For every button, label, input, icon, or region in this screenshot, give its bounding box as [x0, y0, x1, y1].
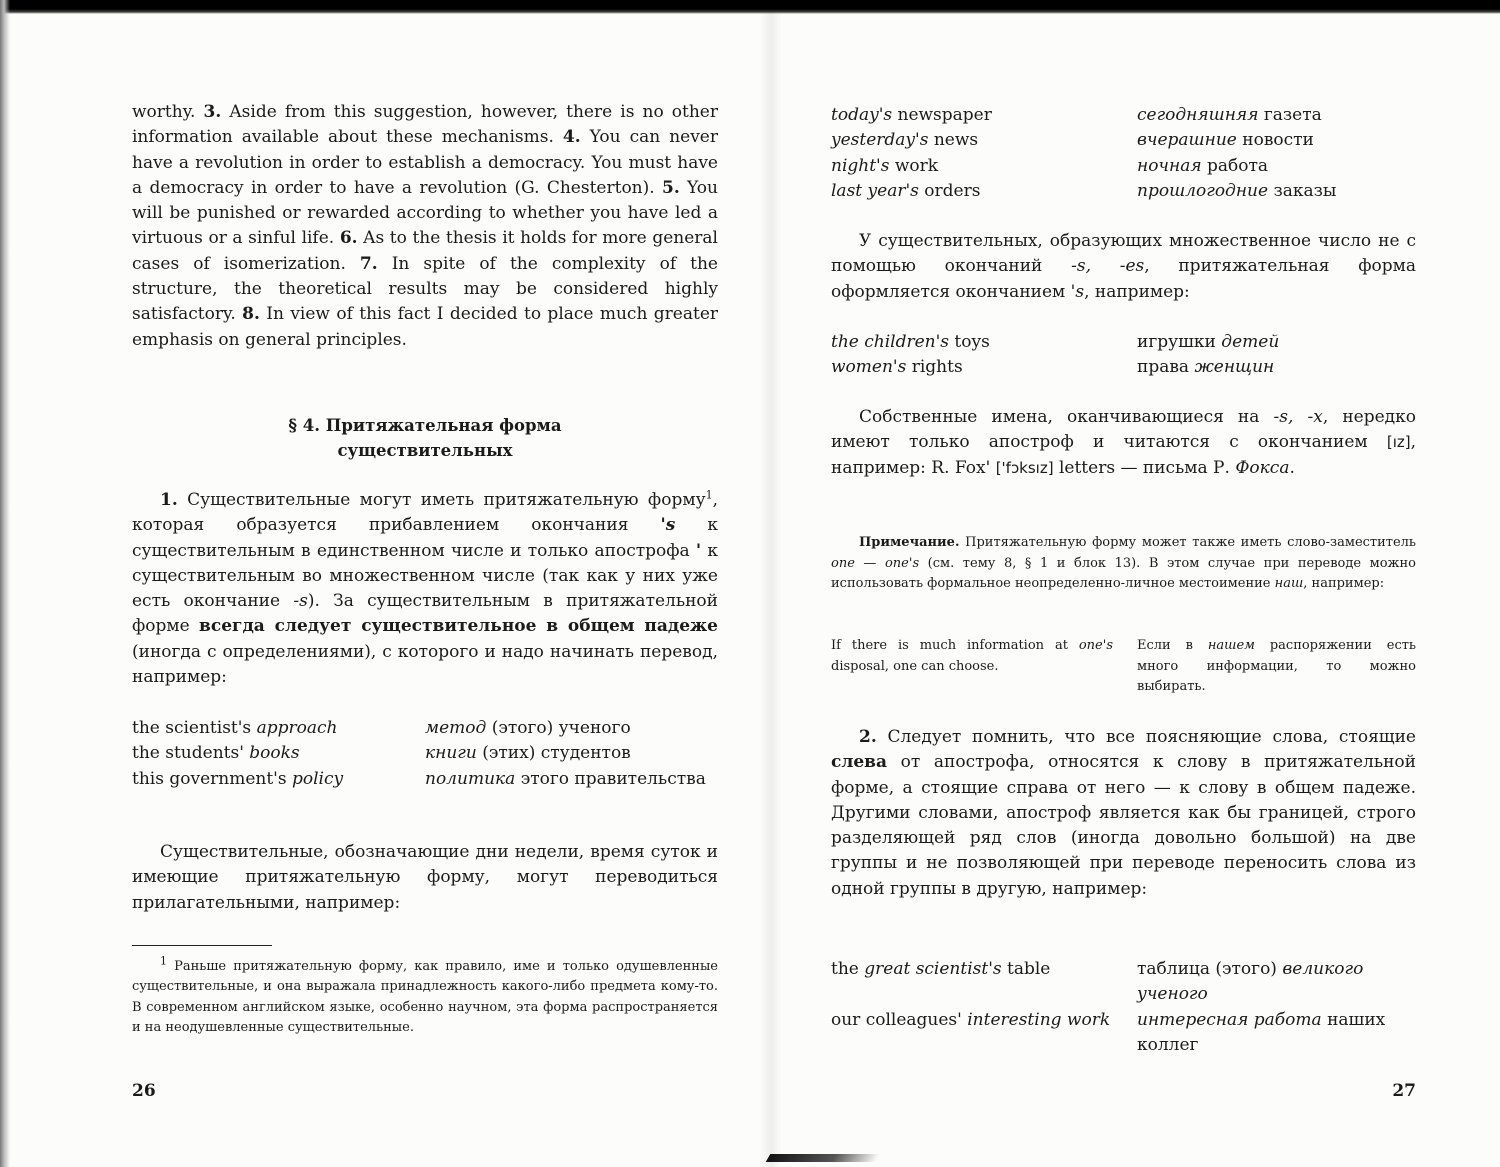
text-run: Собственные имена, оканчивающиеся на	[859, 407, 1274, 427]
ending-marker: -s, -x	[1273, 407, 1323, 427]
text-run: our colleagues'	[831, 1009, 968, 1030]
sentence: Aside from this suggestion, however, there is no other information available about these mechanisms.	[132, 102, 718, 148]
text-run: the	[831, 959, 865, 979]
text-run: к существительным в единственном числе и только апострофа	[132, 515, 719, 561]
text-run-italic: вчерашние	[1137, 130, 1237, 151]
exercise-number: 5.	[661, 177, 680, 198]
example-row	[831, 330, 1416, 355]
rule-paragraph-2	[831, 725, 1416, 902]
examples-time	[831, 103, 1416, 204]
text-run-italic: policy	[291, 768, 344, 789]
book-gutter	[760, 0, 782, 1167]
footnote-number: 1	[160, 954, 167, 968]
text-run-italic: прошлогодние	[1137, 180, 1269, 201]
examples-final	[831, 957, 1416, 1058]
text-run: к существительным во множественном числе (так как у них уже есть окончание	[132, 540, 718, 612]
emphasis-text: слева	[831, 752, 887, 773]
text-run: disposal, one can choose.	[831, 658, 999, 674]
scan-left-edge	[0, 0, 10, 1167]
left-page	[132, 0, 718, 1167]
sentence: In view of this fact I decided to place much greater emphasis on general principles.	[132, 304, 719, 350]
examples-plural	[831, 330, 1416, 381]
example-english	[831, 128, 1137, 153]
text-run-italic: женщин	[1194, 357, 1275, 378]
text-run: от апострофа, относятся к слову в притяжательной форме, а стоящие справа от него — к слову в общем падеже. Другими словами, апостроф является как бы границей, строго разделяющей ряд слов (иногда довольно большой) на две группы и не позволяющей при переводе переносить слова из одной группы в другую, например:	[831, 752, 1416, 899]
rule-paragraph-proper-names	[831, 405, 1416, 481]
text-run-italic: the children's	[831, 332, 950, 352]
text-run-italic: night's	[831, 155, 890, 176]
text-run: letters — письма Р.	[1053, 457, 1236, 478]
text-run: , нередко имеют только апостроф и читаются с окончанием	[831, 407, 1416, 453]
ending-marker: -s	[293, 591, 308, 612]
example-english	[132, 767, 425, 792]
text-run: ). За существительным в притяжательной форме	[132, 591, 718, 637]
text-run: toys	[949, 332, 990, 352]
section-heading	[132, 413, 718, 463]
exercise-number: 6.	[339, 228, 358, 249]
text-run-italic: Фокса	[1235, 457, 1290, 478]
text-run-italic: women's	[831, 357, 907, 378]
example-russian	[1137, 355, 1416, 380]
text-run: Если в	[1137, 638, 1208, 653]
text-run-italic: книги	[425, 743, 477, 764]
text-run: If there is much information at	[831, 638, 1079, 653]
text-run: (этого) ученого	[486, 718, 631, 738]
ending-marker: -s, -es	[1071, 256, 1145, 277]
example-english	[831, 355, 1137, 380]
text-run: (иногда с определениями), с которого и надо начинать перевод, например:	[132, 641, 718, 688]
example-row	[132, 716, 718, 741]
example-english	[831, 154, 1137, 179]
example-row	[831, 1008, 1416, 1059]
text-run: work	[889, 155, 939, 176]
sentence: You will be punished or rewarded according to whether you have led a virtuous or a sinful life.	[132, 177, 718, 249]
rule-paragraph-time: Существительные, обозначающие дни недели, время суток и имеющие притяжательную форму, могут переводиться прилагательными, например:	[132, 842, 718, 913]
text-run-italic: yesterday's	[831, 130, 929, 151]
exercise-number: 3.	[203, 102, 222, 122]
text-run: (этих) студентов	[476, 743, 631, 764]
text-run: игрушки	[1137, 332, 1222, 352]
section-heading-line-2: существительных	[337, 441, 513, 460]
text-run-italic: наш	[1274, 576, 1304, 591]
sentence-fragment: worthy.	[132, 102, 204, 122]
text-run: Существительные могут иметь притяжательную форму	[177, 490, 706, 510]
text-run-italic: политика	[425, 768, 516, 789]
example-row	[831, 128, 1416, 153]
example-english	[831, 1008, 1137, 1059]
text-run: работа	[1201, 155, 1269, 176]
rule-paragraph-1	[132, 488, 718, 690]
sentence: As to the thesis it holds for more general cases of isomerization.	[132, 228, 718, 274]
text-run-italic: great scientist's	[864, 959, 1002, 979]
text-run-italic: детей	[1221, 332, 1280, 352]
example-russian	[1137, 330, 1416, 355]
page-number-right: 27	[1392, 1081, 1416, 1101]
example-russian	[1137, 957, 1416, 1008]
text-run-italic: interesting work	[967, 1009, 1111, 1030]
text-run-italic: сегодняшняя	[1137, 105, 1259, 125]
text-run: газета	[1258, 105, 1322, 125]
example-row	[831, 154, 1416, 179]
sentence: You can never have a revolution in order to establish a democracy. You must have a democracy in order to have a revolution (G. Chesterton).	[132, 127, 718, 198]
ending-marker: 's	[660, 515, 676, 536]
text-run: таблица (этого)	[1137, 959, 1283, 979]
exercise-number: 4.	[562, 127, 581, 148]
example-russian	[425, 741, 718, 766]
text-run: этого правительства	[515, 768, 706, 789]
right-page	[831, 0, 1416, 1167]
text-run: the students'	[132, 743, 250, 764]
example-english	[831, 636, 1137, 698]
rule-number: 2.	[859, 727, 877, 747]
example-english	[132, 741, 425, 766]
rule-number: 1.	[160, 490, 178, 510]
text-run: Притяжательную форму может также иметь слово-заместитель	[959, 535, 1416, 550]
text-run: table	[1001, 959, 1051, 979]
transcription: ['fɔksız]	[995, 458, 1054, 477]
example-russian	[1137, 103, 1416, 128]
text-run-italic: last year's	[831, 180, 919, 201]
section-heading-line-1: § 4. Притяжательная форма	[288, 416, 562, 435]
text-run: заказы	[1268, 180, 1337, 201]
example-russian	[1137, 154, 1416, 179]
example-english	[831, 957, 1137, 1008]
example-row	[831, 103, 1416, 128]
example-row	[831, 957, 1416, 1008]
text-run: rights	[906, 357, 963, 378]
example-russian	[1137, 128, 1416, 153]
examples-possessive	[132, 716, 718, 792]
exercise-number: 7.	[359, 253, 378, 274]
text-run: , например: R. Fox'	[831, 432, 1416, 478]
ending-marker: 's	[1070, 281, 1085, 302]
text-run-italic: великого ученого	[1137, 959, 1364, 1005]
text-run: newspaper	[892, 105, 992, 125]
text-run: news	[928, 130, 979, 151]
text-run: orders	[918, 180, 981, 201]
example-english	[831, 179, 1137, 204]
text-run: (см. тему 8, § 1 и блок 13). В этом случае при переводе можно использовать формальное неопределенно-личное местоимение	[831, 555, 1417, 591]
example-russian	[1137, 1008, 1416, 1059]
example-row	[831, 636, 1416, 698]
example-english	[132, 716, 425, 741]
text-run: the scientist's	[132, 718, 257, 738]
footnote-text: Раньше притяжательную форму, как правило, име и только одушевленные существительные, и она выражала принадлежность какого-либо предмета кому-то. В современном английском языке, особенно научном, эта форма распространяется и на неодушевленные существительные.	[132, 959, 718, 1035]
example-english	[831, 330, 1137, 355]
emphasis-text: всегда следует существительное в общем падеже	[199, 616, 718, 637]
note-example	[831, 636, 1416, 698]
text-run: , например:	[1303, 576, 1385, 591]
text-run-italic: today's	[831, 105, 893, 125]
text-run-italic: нашем	[1207, 638, 1255, 653]
text-run: распоряжении есть много информации, то можно выбирать.	[1137, 638, 1416, 694]
ending-marker: '	[695, 540, 702, 561]
example-russian	[1137, 636, 1416, 698]
left-opening-paragraph	[132, 100, 718, 353]
example-row	[831, 355, 1416, 380]
text-run: this government's	[132, 768, 292, 789]
note-paragraph	[831, 533, 1416, 595]
example-english	[831, 103, 1137, 128]
exercise-number: 8.	[242, 304, 260, 325]
example-russian	[425, 716, 718, 741]
text-run-italic: one's	[1078, 638, 1113, 653]
text-run: Следует помнить, что все поясняющие слова, стоящие	[876, 727, 1416, 747]
text-run-italic: approach	[256, 718, 338, 738]
text-run-italic: ночная	[1137, 155, 1202, 176]
example-russian	[425, 767, 718, 792]
note-label: Примечание.	[859, 535, 960, 550]
example-row	[831, 179, 1416, 204]
text-run-italic: books	[249, 743, 300, 764]
rule-paragraph-plural	[831, 229, 1416, 305]
sentence: In spite of the complexity of the structure, the theoretical results may be considered highly satisfactory.	[132, 253, 718, 325]
text-run: права	[1137, 357, 1195, 378]
footnote	[132, 954, 718, 1038]
text-run: новости	[1236, 130, 1314, 151]
text-run: , притяжательная форма оформляется окончанием	[831, 256, 1417, 302]
text-run-italic: интересная работа	[1137, 1009, 1322, 1030]
text-run: .	[1289, 457, 1295, 478]
footnote-separator	[132, 945, 272, 946]
transcription: [ız]	[1386, 433, 1411, 452]
page-number-left: 26	[132, 1081, 156, 1101]
text-run-italic: метод	[425, 718, 487, 738]
text-run: наших коллег	[1137, 1009, 1386, 1055]
example-russian	[1137, 179, 1416, 204]
example-row	[132, 767, 718, 792]
text-run: , например:	[1084, 281, 1190, 302]
text-run: У существительных, образующих множественное число не с помощью окончаний	[831, 231, 1416, 277]
text-run-italic: one — one's	[831, 555, 920, 571]
example-row	[132, 741, 718, 766]
footnote-marker: 1	[705, 488, 713, 502]
text-run: , которая образуется прибавлением окончания	[132, 490, 718, 536]
